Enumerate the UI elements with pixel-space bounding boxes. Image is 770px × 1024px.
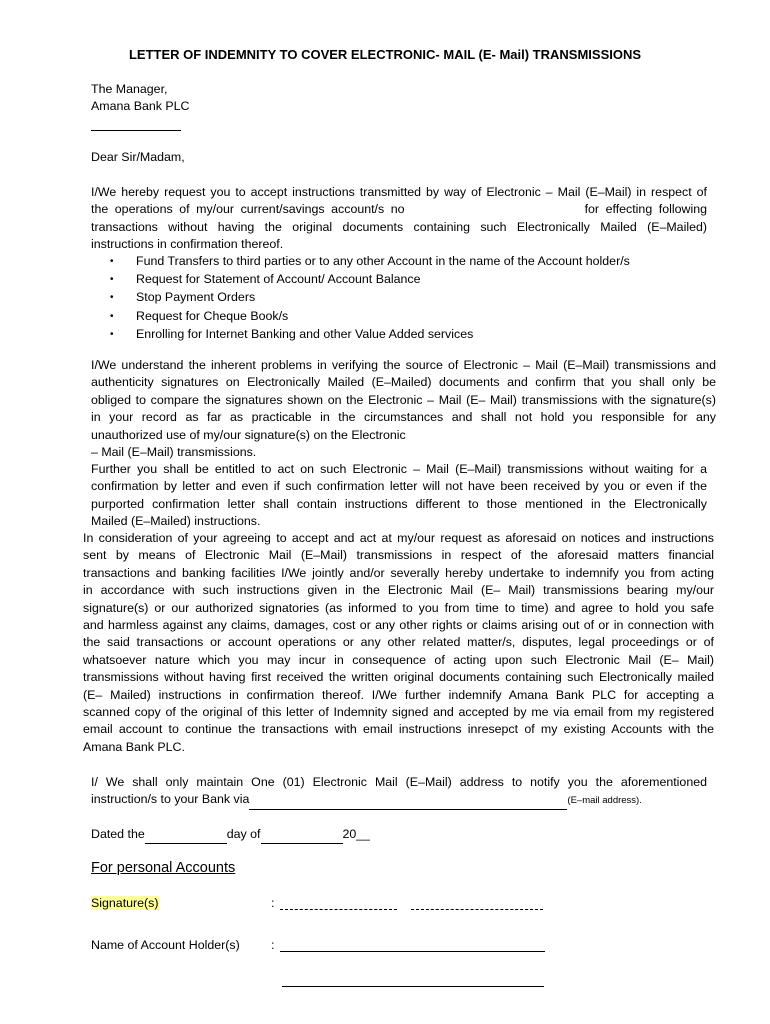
verification-line: – Mail (E–Mail) transmissions.	[91, 444, 257, 459]
indemnity-line: Amana Bank PLC.	[83, 739, 185, 754]
account-holder-field-2[interactable]	[282, 986, 544, 987]
email-address-blank	[249, 791, 567, 809]
indemnity-line: (E– Mailed) instructions in confirmation thereof. I/We further indemnify Amana Bank PLC for accepting a	[83, 687, 714, 702]
account-holder-field[interactable]	[280, 951, 545, 952]
list-item: • Request for Cheque Book/s	[110, 308, 630, 326]
request-line-3: transactions without having the original documents containing such Electronically Mailed (E–Mailed)	[91, 219, 707, 234]
request-line-2	[91, 201, 707, 218]
signature-field-1[interactable]	[280, 909, 397, 910]
email-address-note: (E–mail address).	[567, 795, 642, 807]
email-line-2-text: instruction/s to your Bank via	[91, 792, 250, 807]
verification-line: obliged to compare the signatures shown on the Electronic – Mail (E– Mail) transmissions with the signature(s)	[91, 392, 716, 407]
request-paragraph	[91, 184, 707, 254]
list-item: • Request for Statement of Account/ Account Balance	[110, 271, 630, 289]
addressee-line-1: The Manager,	[91, 82, 168, 96]
bullet-icon: •	[110, 292, 114, 304]
bullet-icon: •	[110, 274, 114, 286]
email-address-paragraph	[91, 774, 707, 810]
account-holder-colon: :	[271, 938, 275, 952]
indemnity-line: In consideration of your agreeing to accept and act at my/our request as aforesaid on notices and instructions	[83, 531, 714, 545]
year-blank: __	[356, 827, 371, 841]
indemnity-line: the said transactions or account operations or any other related matter/s, disputes, legal proceedings or of	[83, 635, 714, 650]
list-item: • Stop Payment Orders	[110, 289, 630, 307]
bullet-icon: •	[110, 328, 114, 340]
bullet-icon: •	[110, 310, 114, 322]
verification-line: unauthorized use of my/our signature(s) on the Electronic	[91, 427, 406, 442]
indemnity-line: transactions and banking facilities I/We jointly and/or severally hereby undertake to indemnify you from acting	[83, 565, 714, 580]
indemnity-line: signature(s) or our authorized signatories (as informed to you from time to time) and agree to hold you safe	[83, 600, 714, 615]
signature-label: Signature(s)	[91, 896, 159, 910]
request-line-2-start: the operations of my/our current/savings account/s no	[91, 202, 405, 217]
indemnity-line: in accordance with such instructions given in the Electronic Mail (E– Mail) transmissions bearing my/our	[83, 583, 714, 598]
request-line-2-end: for effecting following	[584, 202, 707, 217]
address-underline	[91, 130, 181, 131]
bullet-icon: •	[110, 256, 114, 267]
request-line-1: I/We hereby request you to accept instructions transmitted by way of Electronic – Mail (E–Mail) in respect of	[91, 185, 707, 199]
year-prefix: 20	[342, 827, 357, 841]
verification-line: I/We understand the inherent problems in verifying the source of Electronic – Mail (E–Mail) transmissions and	[91, 358, 716, 372]
indemnity-paragraph	[83, 530, 714, 756]
indemnity-line: transmissions without having first received the written original documents containing such Electronically mailed	[83, 670, 714, 685]
verification-line: in your record as far as practicable in the circumstances and shall not hold you responsible for any	[91, 410, 716, 425]
account-number-blank	[405, 201, 585, 218]
document-title: LETTER OF INDEMNITY TO COVER ELECTRONIC- MAIL (E- Mail) TRANSMISSIONS	[128, 47, 642, 62]
date-line	[91, 826, 370, 844]
addressee-block	[91, 81, 190, 116]
salutation: Dear Sir/Madam,	[91, 150, 185, 164]
confirmation-paragraph	[91, 461, 707, 531]
request-line-4: instructions in confirmation thereof.	[91, 237, 284, 252]
list-item: • Enrolling for Internet Banking and other Value Added services	[110, 326, 630, 344]
list-item: • Fund Transfers to third parties or to any other Account in the name of the Account holder/s	[110, 253, 630, 271]
account-holder-label: Name of Account Holder(s)	[91, 938, 240, 952]
indemnity-line: email account to continue the transactions with email instructions inresepct of my existing Accounts with the	[83, 722, 714, 737]
indemnity-line: and harmless against any claims, damages, cost or any other rights or claims arising out of or in connection with	[83, 617, 714, 632]
indemnity-line: sent by means of Electronic Mail (E–Mail) transmissions in respect of the aforesaid matters financial	[83, 548, 714, 563]
service-list	[110, 253, 630, 344]
email-line-1: I/ We shall only maintain One (01) Electronic Mail (E–Mail) address to notify you the aforementioned	[91, 775, 707, 789]
email-line-2	[91, 791, 707, 809]
signature-colon: :	[271, 896, 275, 910]
verification-line: authenticity signatures on Electronically Mailed (E–Mailed) documents and confirm that you shall only be	[91, 375, 716, 390]
indemnity-line: scanned copy of the original of this letter of Indemnity signed and accepted by me via email from my registered	[83, 704, 714, 719]
confirmation-line: purported confirmation letter shall contain instructions different to those mentioned in the Electronically	[91, 496, 707, 511]
dated-label: Dated the	[91, 827, 145, 841]
confirmation-line: Further you shall be entitled to act on such Electronic – Mail (E–Mail) transmissions without waiting for a	[91, 462, 707, 476]
indemnity-line: whatsoever nature which you may incur in consequence of acting upon such Electronic Mail (E– Mail)	[83, 652, 714, 667]
addressee-line-2: Amana Bank PLC	[91, 99, 190, 114]
section-heading: For personal Accounts	[91, 860, 236, 876]
confirmation-line: confirmation by letter and even if such confirmation letter will not have been received by you or even if the	[91, 479, 707, 494]
day-blank	[145, 826, 227, 844]
verification-paragraph	[91, 357, 716, 461]
day-of-label: day of	[226, 827, 261, 841]
confirmation-line: Mailed (E–Mailed) instructions.	[91, 514, 261, 529]
month-blank	[261, 826, 343, 844]
signature-field-2[interactable]	[411, 909, 543, 910]
